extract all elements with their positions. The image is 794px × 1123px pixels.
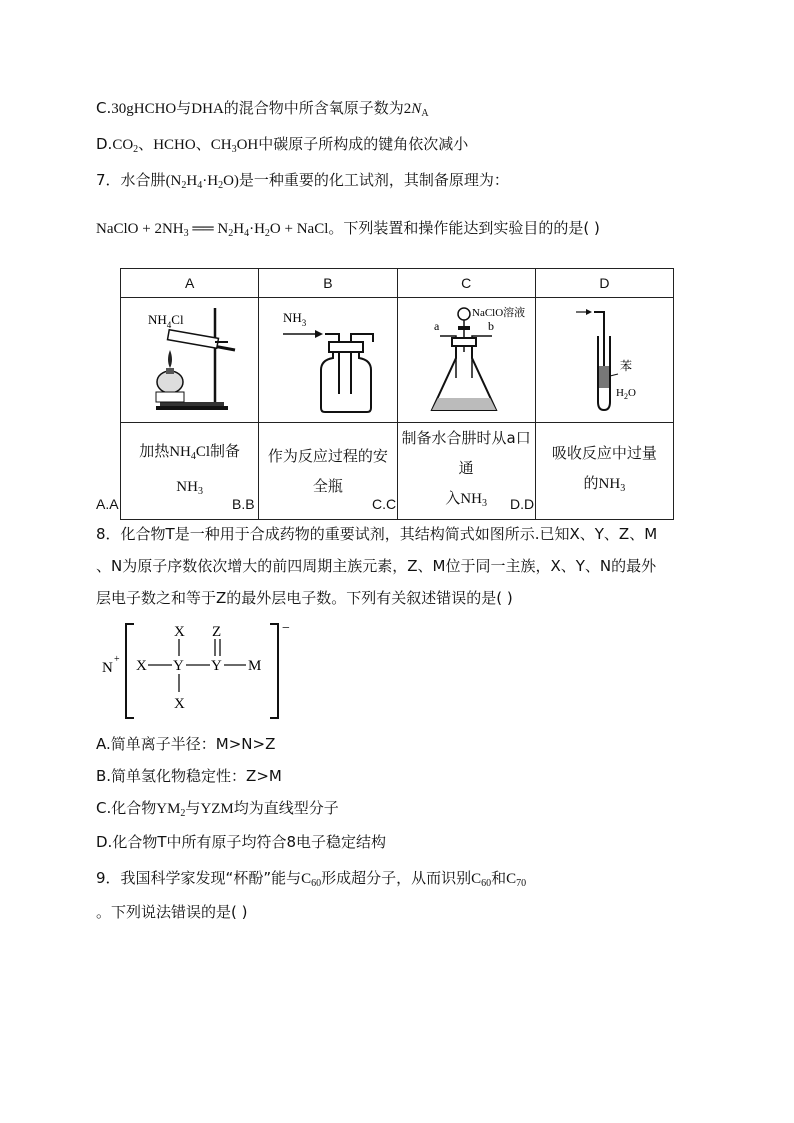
- answer-c: C.C: [372, 496, 397, 512]
- svg-text:X: X: [136, 658, 147, 674]
- apparatus-d-cell: [535, 298, 673, 423]
- svg-text:H2O: $H_2O$: [616, 387, 637, 401]
- q7-equation: NaClO + $2NH_3$ ══ $N_2H_4\cdot H_2O$ + NaCl。下列装置和操作能达到实验目的的是( ): [96, 219, 600, 239]
- table-header-a: A: [121, 269, 259, 298]
- svg-text:NaClO溶液: NaClO溶液: [471, 307, 525, 319]
- svg-text:b: b: [487, 319, 494, 333]
- q7-apparatus-table: [120, 268, 674, 520]
- svg-text:a: a: [433, 319, 439, 333]
- answer-b: B.B: [232, 496, 255, 512]
- svg-text:X: X: [174, 696, 185, 712]
- svg-text:Y: Y: [173, 658, 184, 674]
- safety-bottle-diagram: [263, 298, 393, 418]
- heating-apparatus-diagram: [130, 298, 250, 418]
- q6-option-c: C.30gHCHO与DHA的混合物中所含氧原子数为$2N_A$: [96, 99, 429, 119]
- q9-stem-line-1: 9．我国科学家发现“杯酚”能与$C_{60}$形成超分子，从而识别$C_{60}$和$C_{70}$: [96, 869, 527, 889]
- apparatus-b-description: 作为反应过程的安 全瓶: [259, 423, 397, 520]
- answer-d: D.D: [510, 496, 535, 512]
- svg-text:−: −: [282, 621, 290, 636]
- svg-text:NH3: $NH_3$: [282, 310, 307, 328]
- reaction-flask-diagram: [398, 298, 556, 418]
- svg-text:M: M: [248, 658, 262, 674]
- apparatus-b-cell: [259, 298, 397, 423]
- q8-option-b: B.简单氢化物稳定性：Z>M: [96, 767, 282, 785]
- svg-text:X: X: [174, 624, 185, 640]
- q9-stem-line-2: 。下列说法错误的是( ): [96, 903, 248, 921]
- compound-t-structure: [100, 614, 300, 724]
- table-header-c: C: [397, 269, 535, 298]
- q8-option-c: C.化合物$YM_2$与YZM均为直线型分子: [96, 799, 339, 819]
- q8-stem-line-3: 层电子数之和等于Z的最外层电子数。下列有关叙述错误的是( ): [96, 589, 513, 607]
- q8-option-d: D.化合物T中所有原子均符合8电子稳定结构: [96, 833, 387, 851]
- table-header-b: B: [259, 269, 397, 298]
- apparatus-a-cell: [121, 298, 259, 423]
- q8-stem-line-2: 、N为原子序数依次增大的前四周期主族元素，Z、M位于同一主族，X、Y、N的最外: [96, 557, 657, 575]
- svg-text:N: N: [102, 660, 113, 676]
- apparatus-a-description: 加热$NH_4Cl$制备 $NH_3$: [121, 423, 259, 520]
- apparatus-c-description: 制备水合肼时从a口通 入$NH_3$: [397, 423, 535, 520]
- svg-text:+: +: [114, 654, 120, 665]
- q6-option-d: $D.CO_2$、HCHO、$CH_3OH$中碳原子所构成的键角依次减小: [96, 135, 469, 155]
- q8-stem-line-1: 8．化合物T是一种用于合成药物的重要试剂，其结构简式如图所示.已知X、Y、Z、M: [96, 525, 658, 543]
- answer-a: A.A: [96, 496, 119, 512]
- apparatus-c-cell: [397, 298, 535, 423]
- svg-text:Y: Y: [211, 658, 222, 674]
- q8-option-a: A.简单离子半径：M>N>Z: [96, 735, 276, 753]
- q7-stem: 7．水合肼$(N_2H_4\cdot H_2O)$是一种重要的化工试剂，其制备原理为：: [96, 171, 509, 191]
- svg-text:Z: Z: [212, 624, 222, 640]
- table-header-d: D: [535, 269, 673, 298]
- svg-text:NH4Cl: $NH_4Cl$: [147, 312, 184, 330]
- apparatus-d-description: 吸收反应中过量 的$NH_3$: [535, 423, 673, 520]
- absorption-tube-diagram: [540, 298, 668, 418]
- svg-text:苯: 苯: [620, 359, 633, 373]
